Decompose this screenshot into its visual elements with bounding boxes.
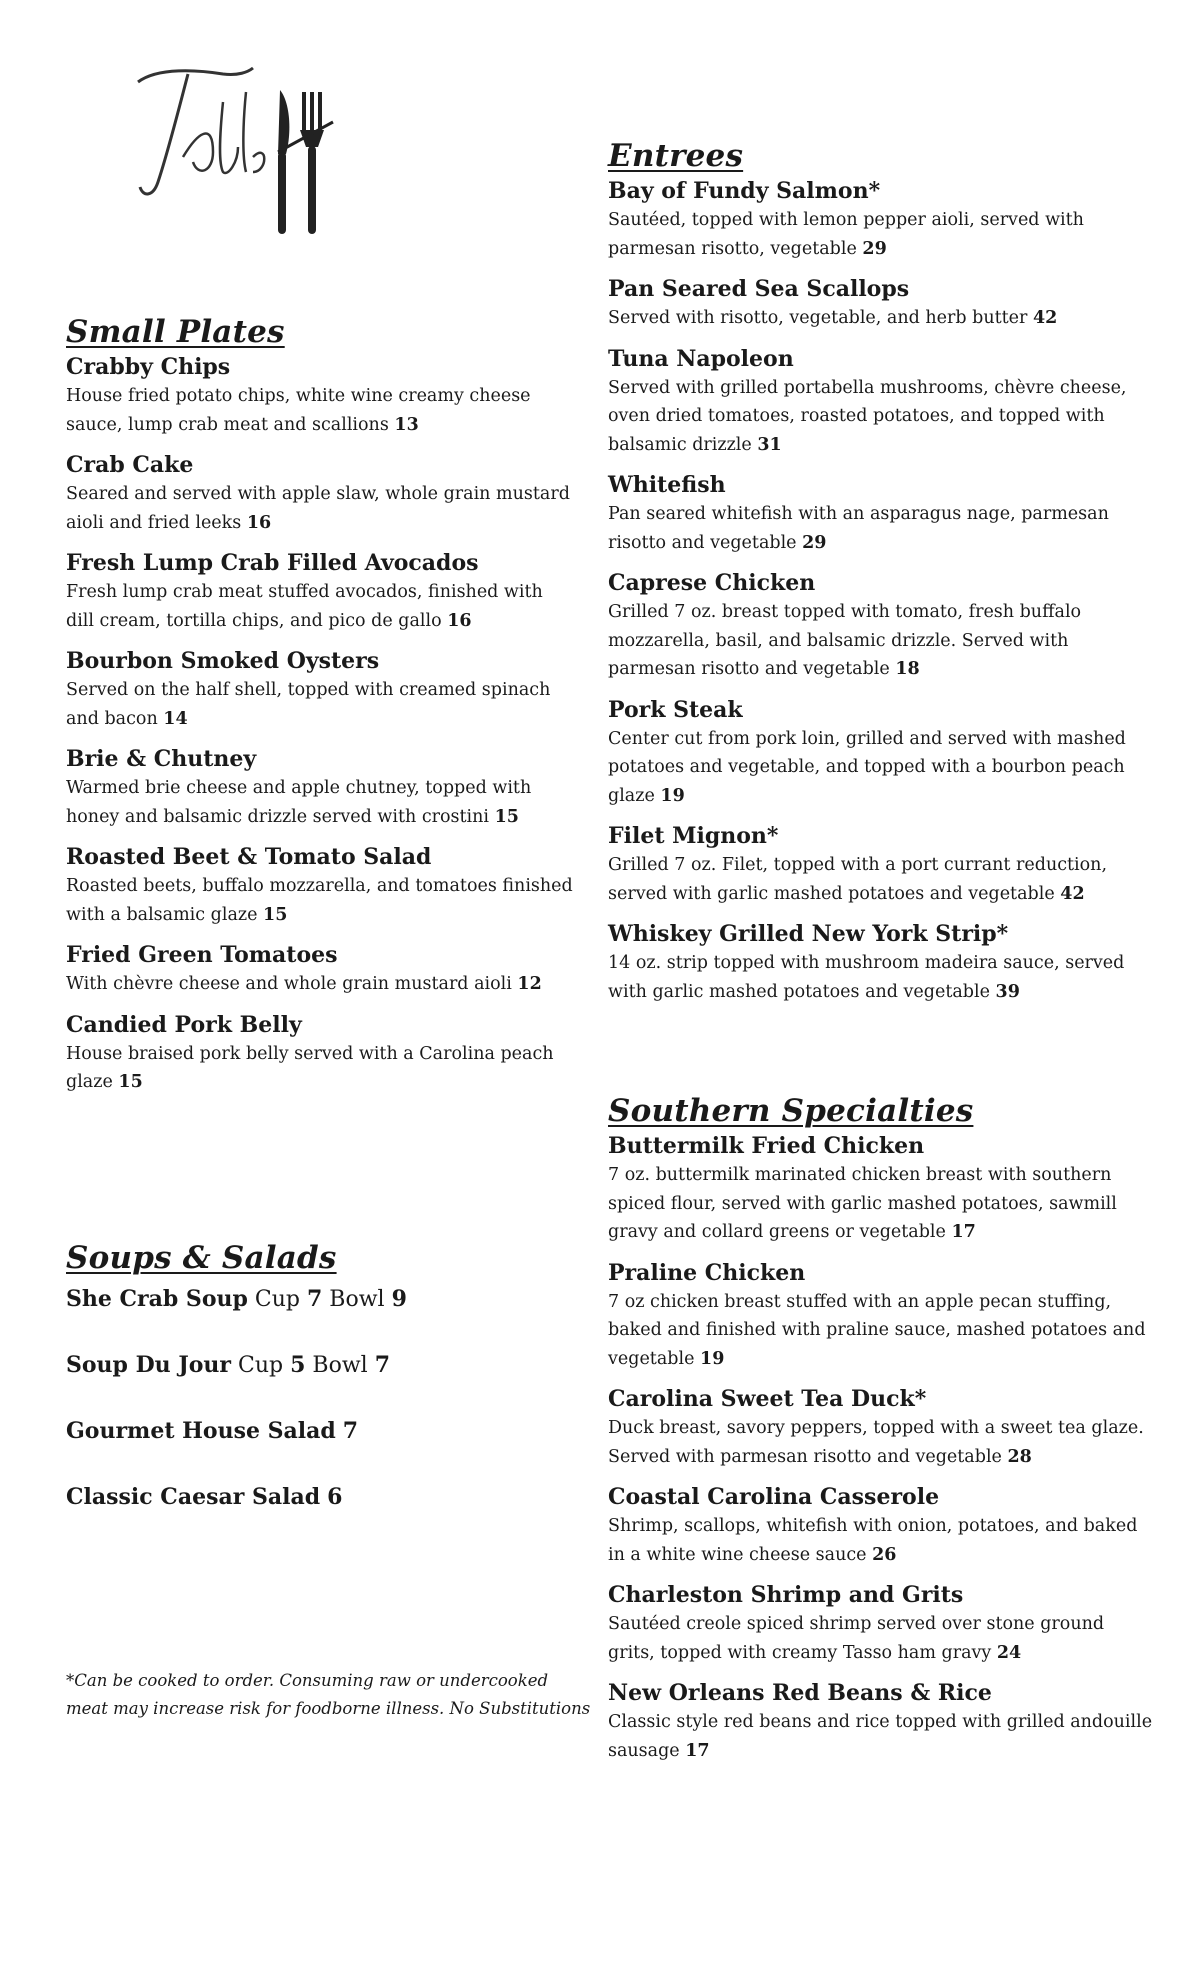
soup-item: She Crab Soup Cup 7 Bowl 9 (66, 1286, 407, 1312)
menu-item (608, 1131, 1153, 1247)
item-description: Shrimp, scallops, whitefish with onion, potatoes, and baked in a white wine cheese sauce 26 (608, 1516, 1138, 1565)
soups-salads-heading: Soups & Salads (66, 1240, 337, 1276)
item-name: Crab Cake (66, 452, 194, 478)
item-name: Filet Mignon* (608, 823, 779, 849)
item-price: 17 (685, 1740, 710, 1761)
menu-item (608, 1678, 1153, 1765)
logo-graphic (128, 62, 358, 242)
menu-item (608, 1580, 1153, 1667)
menu-item (608, 344, 1153, 460)
menu-item (608, 821, 1153, 908)
item-name: Whitefish (608, 472, 726, 498)
item-price: 15 (494, 806, 519, 827)
item-name: Tuna Napoleon (608, 345, 794, 372)
item-price: 29 (862, 238, 887, 259)
item-name: Bourbon Smoked Oysters (66, 648, 380, 674)
item-description: 7 oz. buttermilk marinated chicken breast with southern spiced flour, served with garlic mashed potatoes, sawmill gravy and collard greens or vegetable 17 (608, 1165, 1117, 1242)
menu-item (608, 1482, 1153, 1569)
menu-item (608, 470, 1153, 557)
item-description: Duck breast, savory peppers, topped with a sweet tea glaze. Served with parmesan risotto and vegetable 28 (608, 1418, 1144, 1467)
item-price: 26 (872, 1544, 897, 1565)
small-plates-section (66, 314, 576, 1108)
menu-item (608, 919, 1153, 1006)
menu-item (608, 176, 1153, 263)
item-name: Charleston Shrimp and Grits (608, 1582, 964, 1608)
entrees-section (608, 138, 1153, 1017)
soups-salads-section (66, 1240, 576, 1548)
item-name: Pork Steak (608, 696, 743, 723)
salad-item: Classic Caesar Salad 6 (66, 1484, 343, 1510)
restaurant-logo (128, 62, 358, 242)
item-name: Pan Seared Sea Scallops (608, 276, 910, 302)
menu-item (66, 646, 576, 733)
item-price: 14 (163, 708, 188, 729)
item-name: Praline Chicken (608, 1259, 806, 1286)
item-description: Center cut from pork loin, grilled and served with mashed potatoes and vegetable, and topped with a bourbon peach glaze 19 (608, 728, 1126, 806)
item-name: Whiskey Grilled New York Strip* (608, 921, 1009, 947)
entrees-heading: Entrees (608, 138, 744, 174)
item-description: House braised pork belly served with a Carolina peach glaze 15 (66, 1043, 554, 1092)
southern-specialties-section (608, 1093, 1153, 1776)
item-name: Candied Pork Belly (66, 1011, 302, 1038)
item-name: Crabby Chips (66, 354, 231, 380)
item-name: New Orleans Red Beans & Rice (608, 1680, 992, 1706)
item-name: Brie & Chutney (66, 746, 257, 772)
item-name: Fresh Lump Crab Filled Avocados (66, 550, 479, 576)
item-price: 15 (118, 1072, 143, 1092)
menu-item (66, 842, 576, 929)
item-description: Sautéed creole spiced shrimp served over stone ground grits, topped with creamy Tasso ham gravy 24 (608, 1614, 1105, 1663)
small-plates-heading: Small Plates (66, 314, 285, 350)
item-description: Served with risotto, vegetable, and herb butter 42 (608, 308, 1058, 328)
item-description: Seared and served with apple slaw, whole grain mustard aioli and fried leeks 16 (66, 484, 570, 533)
item-price: 15 (263, 904, 288, 925)
item-description: 14 oz. strip topped with mushroom madeira sauce, served with garlic mashed potatoes and vegetable 39 (608, 953, 1125, 1002)
item-price: 17 (951, 1222, 976, 1242)
item-description: Grilled 7 oz. Filet, topped with a port currant reduction, served with garlic mashed potatoes and vegetable 42 (608, 855, 1108, 904)
item-price: 18 (895, 659, 920, 679)
item-price: 42 (1060, 883, 1085, 904)
item-name: Bay of Fundy Salmon* (608, 178, 881, 204)
salad-item: Gourmet House Salad 7 (66, 1418, 359, 1444)
item-description: Sautéed, topped with lemon pepper aioli, served with parmesan risotto, vegetable 29 (608, 210, 1084, 259)
item-price: 42 (1032, 308, 1058, 328)
item-price: 28 (1007, 1446, 1032, 1467)
item-description: Roasted beets, buffalo mozzarella, and tomatoes finished with a balsamic glaze 15 (66, 876, 573, 925)
menu-item (66, 1010, 576, 1097)
item-price: 13 (394, 414, 419, 435)
item-price: 29 (802, 532, 827, 553)
item-description: Pan seared whitefish with an asparagus nage, parmesan risotto and vegetable 29 (608, 504, 1109, 553)
item-price: 39 (995, 981, 1020, 1002)
menu-item (608, 1258, 1153, 1374)
item-price: 12 (517, 974, 542, 994)
item-price: 31 (757, 434, 782, 455)
item-name: Buttermilk Fried Chicken (608, 1133, 925, 1159)
item-name: Fried Green Tomatoes (66, 942, 338, 968)
menu-item (608, 695, 1153, 811)
menu-item (66, 450, 576, 537)
menu-item (66, 940, 576, 999)
item-description: Classic style red beans and rice topped with grilled andouille sausage 17 (608, 1712, 1153, 1761)
menu-item (608, 274, 1153, 333)
item-description: Fresh lump crab meat stuffed avocados, finished with dill cream, tortilla chips, and pico de gallo 16 (66, 582, 543, 631)
menu-item (66, 744, 576, 831)
item-price: 24 (996, 1642, 1022, 1663)
item-name: Carolina Sweet Tea Duck* (608, 1386, 927, 1412)
item-price: 16 (246, 512, 272, 533)
item-price: 19 (660, 785, 685, 806)
item-name: Roasted Beet & Tomato Salad (66, 844, 432, 870)
menu-item (66, 352, 576, 439)
item-name: Coastal Carolina Casserole (608, 1484, 940, 1510)
disclaimer: *Can be cooked to order. Consuming raw or undercooked meat may increase risk for foodborne illness. No Substitutions (66, 1671, 591, 1718)
item-name: Caprese Chicken (608, 570, 816, 596)
item-description: 7 oz chicken breast stuffed with an apple pecan stuffing, baked and finished with praline sauce, mashed potatoes and vegetable 19 (608, 1291, 1146, 1369)
menu-item (66, 548, 576, 635)
item-description: House fried potato chips, white wine creamy cheese sauce, lump crab meat and scallions 13 (66, 386, 531, 435)
soup-item: Soup Du Jour Cup 5 Bowl 7 (66, 1352, 390, 1378)
menu-item (608, 1384, 1153, 1471)
item-description: Served on the half shell, topped with creamed spinach and bacon 14 (66, 680, 551, 729)
item-price: 16 (447, 610, 472, 631)
item-price: 19 (700, 1348, 725, 1369)
item-description: Grilled 7 oz. breast topped with tomato, fresh buffalo mozzarella, basil, and balsamic drizzle. Served with parmesan risotto and vegetable 18 (608, 602, 1082, 679)
item-description: Served with grilled portabella mushrooms, chèvre cheese, oven dried tomatoes, roasted potatoes, and topped with balsamic drizzle 31 (608, 377, 1127, 455)
item-description: With chèvre cheese and whole grain mustard aioli 12 (66, 974, 542, 994)
menu-item (608, 568, 1153, 684)
southern-specialties-heading: Southern Specialties (608, 1093, 974, 1129)
item-description: Warmed brie cheese and apple chutney, topped with honey and balsamic drizzle served with crostini 15 (66, 778, 532, 827)
